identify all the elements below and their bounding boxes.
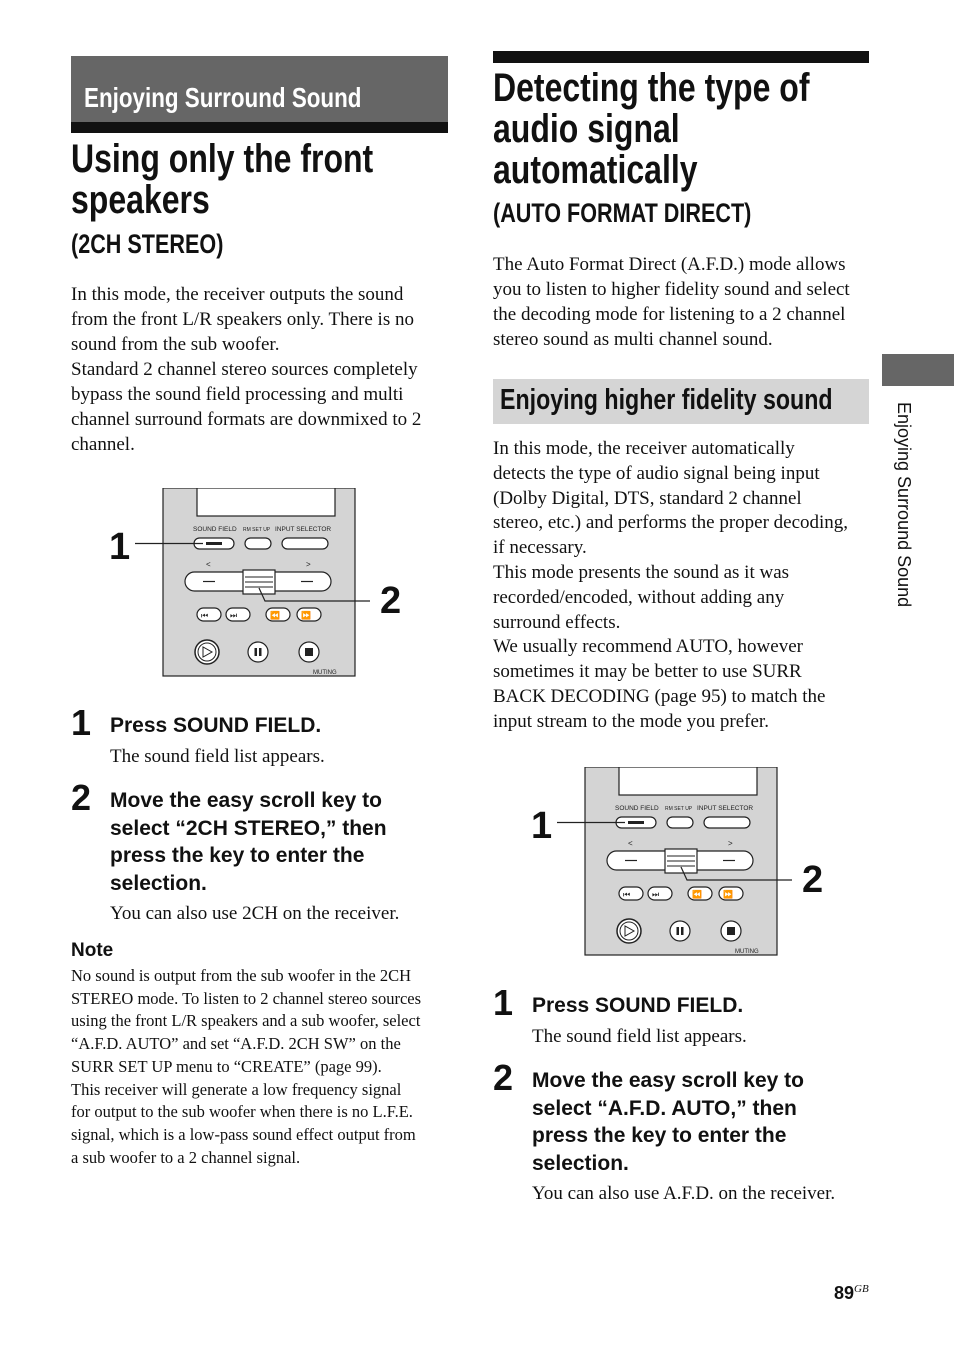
text-line: selection. [110, 871, 207, 895]
text-line: This mode presents the sound as it was [493, 561, 790, 583]
input-selector-button [704, 817, 750, 828]
section-title: Enjoying Surround Sound [84, 82, 362, 113]
text-line: stereo sound as multi channel sound. [493, 329, 773, 350]
left-intro [71, 282, 421, 457]
left-title-line-2: speakers [71, 178, 210, 222]
rm-set-up-label: RM SET UP [243, 527, 271, 533]
text-line: We usually recommend AUTO, however [493, 636, 803, 658]
svg-text:⏩: ⏩ [301, 611, 311, 620]
rm-set-up-button [667, 817, 693, 828]
text-line: STEREO mode. To listen to 2 channel stereo sources [71, 988, 422, 1008]
right-step-1-text: Press SOUND FIELD. [532, 994, 744, 1017]
text-line: select “2CH STEREO,” then [110, 816, 387, 840]
right-subtitle: (AUTO FORMAT DIRECT) [493, 198, 752, 228]
text-line: Move the easy scroll key to [532, 1069, 804, 1092]
input-selector-label: INPUT SELECTOR [697, 805, 754, 812]
rm-set-up-button [245, 538, 271, 549]
text-line: for output to the sub woofer when there is no L.F.E. [71, 1102, 413, 1122]
text-line: sometimes it may be better to use SURR [493, 661, 802, 683]
text-line: select “A.F.D. AUTO,” then [532, 1096, 797, 1120]
right-intro [493, 252, 850, 352]
left-subtitle: (2CH STEREO) [71, 229, 224, 259]
text-line: In this mode, the receiver automatically [493, 438, 795, 459]
text-line: from the front L/R speakers only. There is no [71, 309, 414, 330]
svg-text:⏪: ⏪ [692, 890, 702, 899]
right-body [493, 437, 848, 735]
text-line: surround effects. [493, 611, 621, 633]
right-arrow-label: > [728, 839, 733, 848]
text-line: The Auto Format Direct (A.F.D.) mode allows [493, 254, 846, 275]
left-step-2-text [110, 787, 387, 897]
right-step-1-sub: The sound field list appears. [532, 1026, 747, 1047]
text-line: Standard 2 channel stereo sources completely [71, 359, 418, 380]
text-line: press the key to enter the [110, 844, 365, 867]
sound-field-label: SOUND FIELD [615, 805, 659, 812]
muting-label: MUTING [735, 949, 759, 955]
left-arrow-label: < [206, 560, 211, 569]
subsection-title: Enjoying higher fidelity sound [500, 384, 833, 416]
text-line: channel. [71, 434, 135, 455]
text-line: if necessary. [493, 537, 587, 559]
left-step-2-number: 2 [71, 777, 92, 818]
note-title: Note [71, 940, 114, 961]
right-title-line-2: audio signal [493, 107, 680, 151]
text-line: selection. [532, 1151, 629, 1175]
svg-text:⏭: ⏭ [652, 890, 660, 899]
left-figure-callout-2: 2 [380, 580, 402, 622]
text-line: stereo, etc.) and performs the proper decoding, [493, 512, 849, 534]
side-tab-label: Enjoying Surround Sound [894, 402, 914, 608]
sound-field-label: SOUND FIELD [193, 526, 237, 533]
text-line: a sub woofer to a 2 channel signal. [71, 1147, 301, 1167]
text-line: SURR SET UP menu to “CREATE” (page 99). [71, 1056, 382, 1076]
left-figure-callout-1: 1 [109, 526, 131, 568]
page-number-suffix: GB [854, 1283, 869, 1295]
left-step-2-sub: You can also use 2CH on the receiver. [110, 903, 400, 924]
right-arrow-label: > [306, 560, 311, 569]
input-selector-label: INPUT SELECTOR [275, 526, 332, 533]
left-step-1-text: Press SOUND FIELD. [110, 714, 322, 737]
rm-set-up-label: RM SET UP [665, 806, 693, 812]
muting-label: MUTING [313, 670, 337, 676]
text-line: using the front L/R speakers and a sub woofer, select [71, 1011, 421, 1031]
text-line: No sound is output from the sub woofer in the 2CH [71, 966, 412, 985]
section-banner-rule [71, 122, 448, 133]
svg-text:⏪: ⏪ [270, 611, 280, 620]
remote-control-illustration [105, 488, 410, 678]
right-step-2-number: 2 [493, 1057, 514, 1098]
left-title-line-1: Using only the front [71, 137, 374, 181]
page-number [834, 1283, 869, 1304]
right-step-2-sub: You can also use A.F.D. on the receiver. [532, 1183, 836, 1204]
side-tab-marker [882, 354, 954, 386]
svg-text:⏭: ⏭ [230, 611, 238, 620]
text-line: “A.F.D. AUTO” and set “A.F.D. 2CH SW” on the [71, 1034, 401, 1054]
left-step-1-sub: The sound field list appears. [110, 746, 325, 767]
text-line: the decoding mode for listening to a 2 channel [493, 304, 846, 325]
left-arrow-label: < [628, 839, 633, 848]
note-body [71, 965, 421, 1169]
right-step-1-number: 1 [493, 982, 514, 1023]
remote-control-illustration [527, 767, 832, 957]
remote-figure-right [527, 767, 832, 957]
text-line: Move the easy scroll key to [110, 789, 382, 812]
text-line: input stream to the mode you prefer. [493, 710, 769, 732]
svg-text:⏮: ⏮ [201, 611, 209, 620]
text-line: channel surround formats are downmixed to 2 [71, 409, 422, 430]
right-title-line-1: Detecting the type of [493, 66, 810, 110]
text-line: BACK DECODING (page 95) to match the [493, 685, 826, 707]
right-figure-callout-2: 2 [802, 859, 824, 901]
right-figure-callout-1: 1 [531, 805, 553, 847]
right-step-2-text [532, 1067, 804, 1177]
text-line: you to listen to higher fidelity sound and select [493, 279, 850, 300]
left-step-1-number: 1 [71, 702, 92, 743]
input-selector-button [282, 538, 328, 549]
right-title-line-3: automatically [493, 148, 698, 192]
text-line: press the key to enter the [532, 1124, 787, 1147]
text-line: bypass the sound field processing and multi [71, 384, 404, 405]
text-line: recorded/encoded, without adding any [493, 586, 785, 608]
text-line: This receiver will generate a low frequency signal [71, 1079, 402, 1099]
text-line: detects the type of audio signal being input [493, 462, 820, 484]
page-number-value: 89 [834, 1283, 855, 1303]
remote-figure-left [105, 488, 410, 678]
svg-text:⏮: ⏮ [623, 890, 631, 899]
text-line: (Dolby Digital, DTS, standard 2 channel [493, 487, 802, 509]
right-title-rule [493, 51, 869, 63]
svg-text:⏩: ⏩ [723, 890, 733, 899]
text-line: In this mode, the receiver outputs the sound [71, 284, 404, 305]
text-line: sound from the sub woofer. [71, 334, 280, 355]
text-line: signal, which is a low-pass sound effect output from [71, 1124, 416, 1144]
